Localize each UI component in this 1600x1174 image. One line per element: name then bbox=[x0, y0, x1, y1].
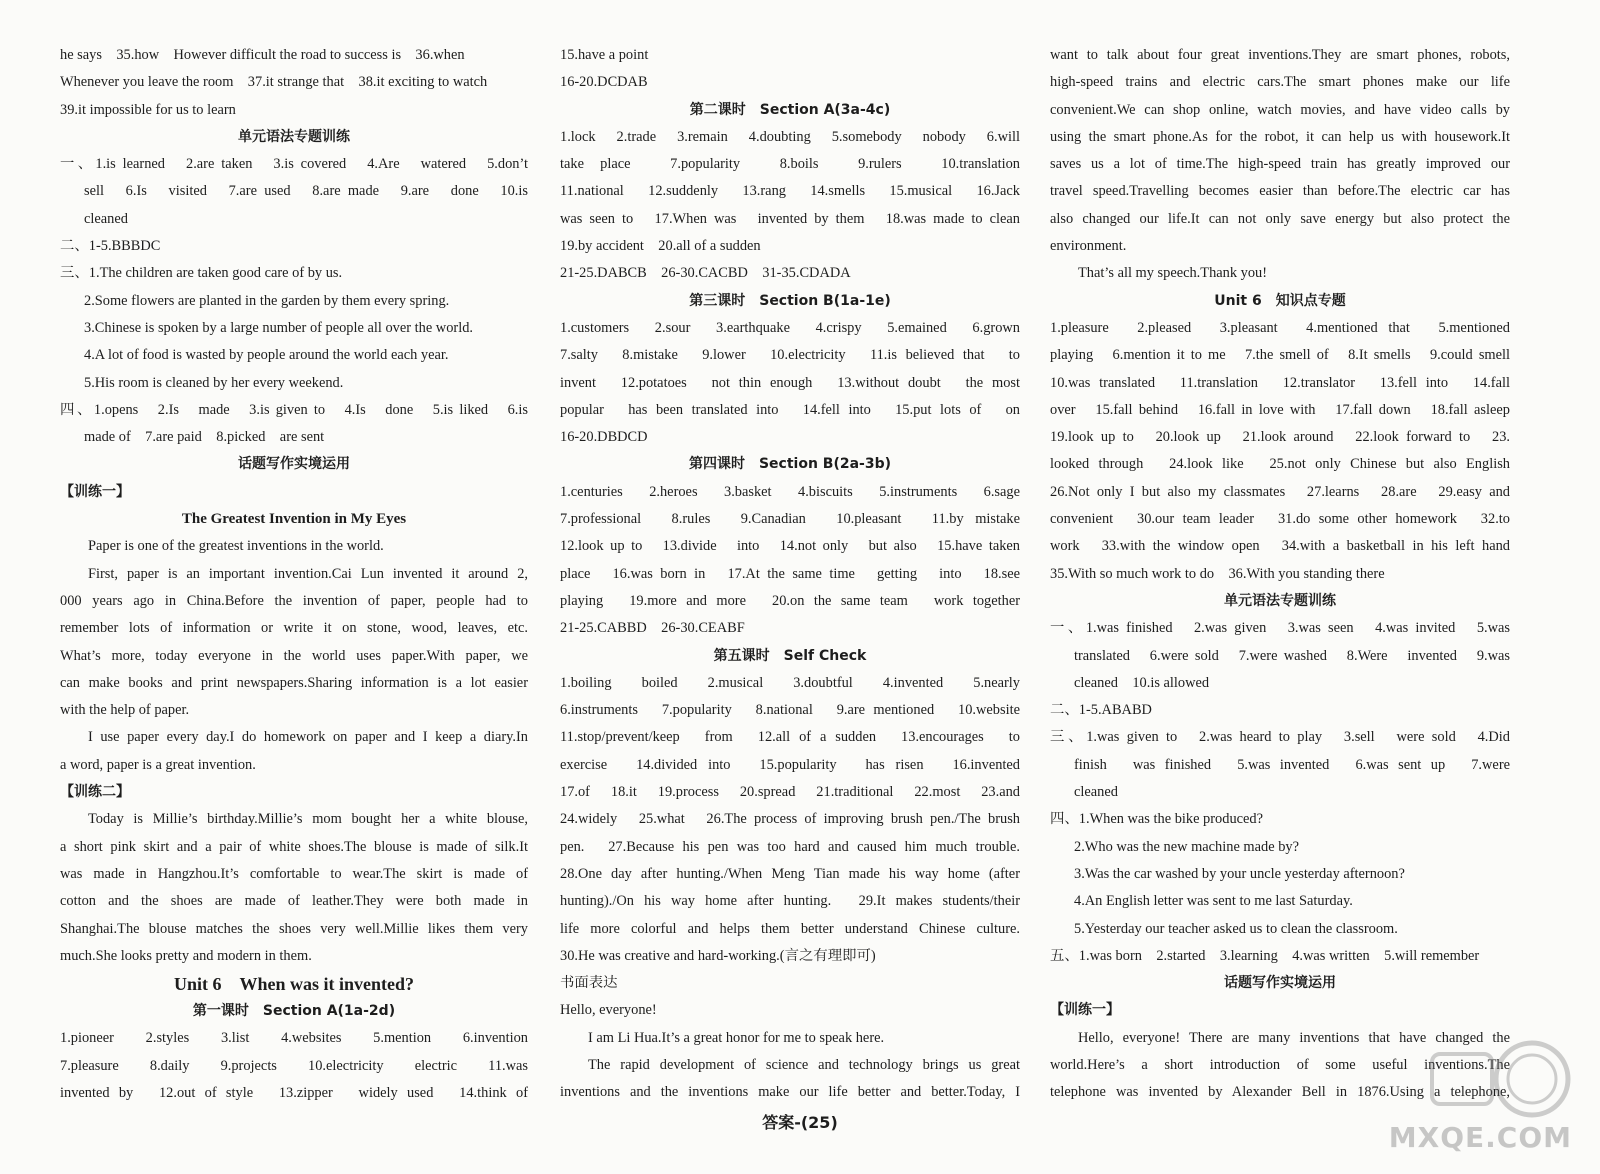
subsection-label: 书面表达 bbox=[560, 975, 618, 992]
text-line: 5.Yesterday our teacher asked us to clean the classroom. bbox=[1074, 920, 1398, 937]
text-line: finish was finished 5.was invented 6.was sent up 7.were bbox=[1074, 756, 1510, 773]
text-line: 10.was translated 11.translation 12.translator 13.fell into 14.fall bbox=[1050, 374, 1510, 391]
text-line: telephone was invented by Alexander Bell in 1876.Using a telephone, bbox=[1050, 1084, 1510, 1101]
text-line: 11.national 12.suddenly 13.rang 14.smells 15.musical 16.Jack bbox=[560, 183, 1020, 200]
text-line: 35.With so much work to do 36.With you standing there bbox=[1050, 565, 1385, 582]
text-line: a word, paper is a great invention. bbox=[60, 756, 256, 773]
text-line: 1.lock 2.trade 3.remain 4.doubting 5.somebody nobody 6.will bbox=[560, 128, 1020, 145]
text-line: 三、1.The children are taken good care of by us. bbox=[60, 265, 343, 282]
text-line: Hello, everyone! bbox=[560, 1002, 657, 1019]
unit-title: Unit 6 When was it invented? bbox=[173, 974, 415, 995]
text-line: 二、1-5.BBBDC bbox=[60, 238, 161, 255]
section-heading: 单元语法专题训练 bbox=[238, 128, 350, 145]
text-line: 11.stop/prevent/keep from 12.all of a sudden 13.encourages to bbox=[560, 729, 1020, 746]
section-heading: 话题写作实境运用 bbox=[238, 456, 350, 473]
text-line: 000 years ago in China.Before the invention of paper, people had to bbox=[60, 592, 528, 609]
text-line: 39.it impossible for us to learn bbox=[60, 101, 236, 118]
text-line: hunting)./On his way home after hunting. 29.It makes students/their bbox=[560, 893, 1020, 910]
text-line: 19.look up to 20.look up 21.look around 22.look forward to 23. bbox=[1050, 429, 1510, 446]
text-line: 24.widely 25.what 26.The process of improving brush pen./The brush bbox=[560, 811, 1020, 828]
text-line: 4.An English letter was sent to me last Saturday. bbox=[1074, 893, 1353, 910]
text-line: environment. bbox=[1050, 238, 1127, 255]
text-line: playing 19.more and more 20.on the same team work together bbox=[560, 592, 1020, 609]
section-heading: 单元语法专题训练 bbox=[1224, 592, 1336, 609]
text-line: 16-20.DBDCD bbox=[560, 429, 648, 446]
page-number: 答案-(25) bbox=[762, 1113, 838, 1132]
section-heading: 第一课时 Section A(1a-2d) bbox=[192, 1003, 396, 1020]
text-line: 26.Not only I but also my classmates 27.learns 28.are 29.easy and bbox=[1050, 483, 1510, 500]
text-line: high-speed trains and electric cars.The smart phones make our life bbox=[1050, 74, 1510, 91]
text-line: The rapid development of science and technology brings us great bbox=[588, 1056, 1020, 1073]
text-line: invent 12.potatoes not thin enough 13.without doubt the most bbox=[560, 374, 1020, 391]
text-line: with the help of paper. bbox=[60, 702, 190, 719]
text-line: 19.by accident 20.all of a sudden bbox=[560, 238, 761, 255]
text-line: was made in Hangzhou.It’s comfortable to wear.The skirt is made of bbox=[60, 865, 528, 882]
text-line: was seen to 17.When was invented by them 18.was made to clean bbox=[560, 210, 1020, 227]
section-heading: 话题写作实境运用 bbox=[1224, 975, 1336, 992]
text-line: made of 7.are paid 8.picked are sent bbox=[84, 429, 325, 446]
text-line: over 15.fall behind 16.fall in love with 17.fall down 18.fall asleep bbox=[1050, 401, 1510, 418]
text-line: travel speed.Travelling becomes easier than before.The electric car has bbox=[1050, 183, 1510, 200]
text-line: much.She looks pretty and modern in them. bbox=[60, 947, 312, 964]
text-line: popular has been translated into 14.fell into 15.put lots of on bbox=[560, 401, 1020, 418]
text-line: cleaned bbox=[84, 210, 128, 227]
watermark-seal-icon bbox=[1422, 1034, 1572, 1124]
text-line: 28.One day after hunting./When Meng Tian made his way home (after bbox=[560, 865, 1020, 882]
text-line: translated 6.were sold 7.were washed 8.Were invented 9.was bbox=[1074, 647, 1510, 664]
text-line: 3.Was the car washed by your uncle yesterday afternoon? bbox=[1074, 865, 1405, 882]
text-line: exercise 14.divided into 15.popularity has risen 16.invented bbox=[560, 756, 1020, 773]
text-line: 二、1-5.ABABD bbox=[1050, 702, 1152, 719]
text-line: Shanghai.The blouse matches the shoes very well.Millie likes them very bbox=[60, 920, 528, 937]
section-heading: 第五课时 Self Check bbox=[713, 647, 867, 664]
text-line: 三、1.was given to 2.was heard to play 3.sell were sold 4.Did bbox=[1050, 729, 1510, 746]
text-line: Hello, everyone! There are many inventions that have changed the bbox=[1078, 1029, 1510, 1046]
text-line: First, paper is an important invention.Cai Lun invented it around 2, bbox=[88, 565, 528, 582]
exercise-label: 【训练一】 bbox=[1050, 1002, 1120, 1019]
text-line: 1.customers 2.sour 3.earthquake 4.crispy 5.emained 6.grown bbox=[560, 319, 1020, 336]
section-heading: 第三课时 Section B(1a-1e) bbox=[689, 292, 891, 309]
text-line: 1.centuries 2.heroes 3.basket 4.biscuits 5.instruments 6.sage bbox=[560, 483, 1020, 500]
text-line: 四、1.opens 2.Is made 3.is given to 4.Is done 5.is liked 6.is bbox=[60, 401, 528, 418]
text-line: 1.pleasure 2.pleased 3.pleasant 4.mentioned that 5.mentioned bbox=[1050, 319, 1510, 336]
text-line: also changed our life.It can not only save energy but also protect the bbox=[1050, 210, 1510, 227]
text-line: 4.A lot of food is wasted by people around the world each year. bbox=[84, 347, 449, 364]
text-line: I use paper every day.I do homework on paper and I keep a diary.In bbox=[88, 729, 528, 746]
text-line: 30.He was creative and hard-working.(言之有理即可) bbox=[560, 947, 876, 964]
text-line: remember lots of information or write it on stone, wood, leaves, etc. bbox=[60, 620, 528, 637]
text-line: saves us a lot of time.The high-speed train has greatly improved our bbox=[1050, 156, 1510, 173]
text-line: 3.Chinese is spoken by a large number of people all over the world. bbox=[84, 319, 473, 336]
column-left bbox=[60, 42, 528, 1107]
text-line: That’s all my speech.Thank you! bbox=[1078, 265, 1268, 282]
text-line: convenient 30.our team leader 31.do some other homework 32.to bbox=[1050, 511, 1510, 528]
text-line: 7.professional 8.rules 9.Canadian 10.pleasant 11.by mistake bbox=[560, 511, 1020, 528]
text-line: 16-20.DCDAB bbox=[560, 74, 648, 91]
text-line: looked through 24.look like 25.not only Chinese but also English bbox=[1050, 456, 1510, 473]
text-line: sell 6.Is visited 7.are used 8.are made 9.are done 10.is bbox=[84, 183, 528, 200]
column-right bbox=[1050, 42, 1510, 1107]
text-line: work 33.with the window open 34.with a basketball in his left hand bbox=[1050, 538, 1510, 555]
text-line: a short pink skirt and a pair of white shoes.The blouse is made of silk.It bbox=[60, 838, 528, 855]
text-line: 15.have a point bbox=[560, 47, 649, 63]
text-line: 一、1.was finished 2.was given 3.was seen 4.was invited 5.was bbox=[1050, 620, 1510, 637]
text-line: 1.pioneer 2.styles 3.list 4.websites 5.mention 6.invention bbox=[60, 1030, 528, 1047]
text-line: life more colorful and helps them better understand Chinese culture. bbox=[560, 920, 1020, 937]
text-line: can make books and print newspapers.Sharing information is a lot easier bbox=[60, 674, 528, 691]
text-line: 1.boiling boiled 2.musical 3.doubtful 4.invented 5.nearly bbox=[560, 674, 1020, 691]
text-line: 四、1.When was the bike produced? bbox=[1050, 811, 1263, 828]
text-line: inventions and the inventions make our life better and better.Today, I bbox=[560, 1084, 1020, 1101]
section-heading: 第二课时 Section A(3a-4c) bbox=[689, 101, 891, 118]
text-line: pen. 27.Because his pen was too hard and caused him much trouble. bbox=[560, 838, 1020, 855]
text-line: 21-25.CABBD 26-30.CEABF bbox=[560, 620, 745, 637]
text-line: 7.pleasure 8.daily 9.projects 10.electricity electric 11.was bbox=[60, 1057, 528, 1074]
text-line: Today is Millie’s birthday.Millie’s mom bought her a white blouse, bbox=[88, 811, 528, 828]
text-line: cleaned 10.is allowed bbox=[1074, 674, 1210, 691]
text-line: he says 35.how However difficult the road to success is 36.when bbox=[60, 47, 465, 63]
exercise-label: 【训练二】 bbox=[60, 784, 130, 801]
watermark-text: MXQE.COM bbox=[1388, 1121, 1572, 1154]
text-line: What’s more, today everyone in the world uses paper.With paper, we bbox=[60, 647, 528, 664]
text-line: 2.Who was the new machine made by? bbox=[1074, 838, 1299, 855]
text-line: 17.of 18.it 19.process 20.spread 21.traditional 22.most 23.and bbox=[560, 784, 1020, 801]
text-line: using the smart phone.As for the robot, it can help us with housework.It bbox=[1050, 128, 1510, 145]
text-line: 2.Some flowers are planted in the garden by them every spring. bbox=[84, 292, 450, 309]
text-line: 6.instruments 7.popularity 8.national 9.are mentioned 10.website bbox=[560, 702, 1020, 719]
text-line: place 16.was born in 17.At the same time getting into 18.see bbox=[560, 565, 1020, 582]
text-line: Paper is one of the greatest inventions in the world. bbox=[88, 538, 384, 555]
text-line: cleaned bbox=[1074, 784, 1118, 801]
text-line: 21-25.DABCB 26-30.CACBD 31-35.CDADA bbox=[560, 265, 851, 282]
text-line: want to talk about four great inventions.They are smart phones, robots, bbox=[1050, 47, 1510, 63]
text-line: 一、1.is learned 2.are taken 3.is covered 4.Are watered 5.don’t bbox=[60, 156, 528, 173]
section-heading: 第四课时 Section B(2a-3b) bbox=[688, 456, 892, 473]
text-line: 5.His room is cleaned by her every weekend. bbox=[84, 374, 344, 391]
text-line: 7.salty 8.mistake 9.lower 10.electricity 11.is believed that to bbox=[560, 347, 1020, 364]
exercise-label: 【训练一】 bbox=[60, 483, 130, 500]
text-line: convenient.We can shop online, watch movies, and have video calls by bbox=[1050, 101, 1510, 118]
text-line: world.Here’s a short introduction of some useful inventions.The bbox=[1050, 1056, 1510, 1073]
section-heading: Unit 6 知识点专题 bbox=[1214, 292, 1346, 309]
text-line: Whenever you leave the room 37.it strange that 38.it exciting to watch bbox=[60, 74, 488, 91]
text-line: take place 7.popularity 8.boils 9.rulers 10.translation bbox=[560, 156, 1020, 173]
watermark-logo bbox=[1388, 1034, 1572, 1154]
text-line: I am Li Hua.It’s a great honor for me to speak here. bbox=[588, 1029, 885, 1046]
text-line: playing 6.mention it to me 7.the smell of 8.It smells 9.could smell bbox=[1050, 347, 1510, 364]
text-line: cotton and the shoes are made of leather.They were both made in bbox=[60, 893, 528, 910]
text-line: invented by 12.out of style 13.zipper widely used 14.think of bbox=[60, 1084, 528, 1101]
text-line: 五、1.was born 2.started 3.learning 4.was written 5.will remember bbox=[1050, 947, 1480, 964]
text-line: 12.look up to 13.divide into 14.not only but also 15.have taken bbox=[560, 538, 1020, 555]
essay-title: The Greatest Invention in My Eyes bbox=[181, 511, 407, 528]
column-middle bbox=[560, 42, 1020, 1107]
